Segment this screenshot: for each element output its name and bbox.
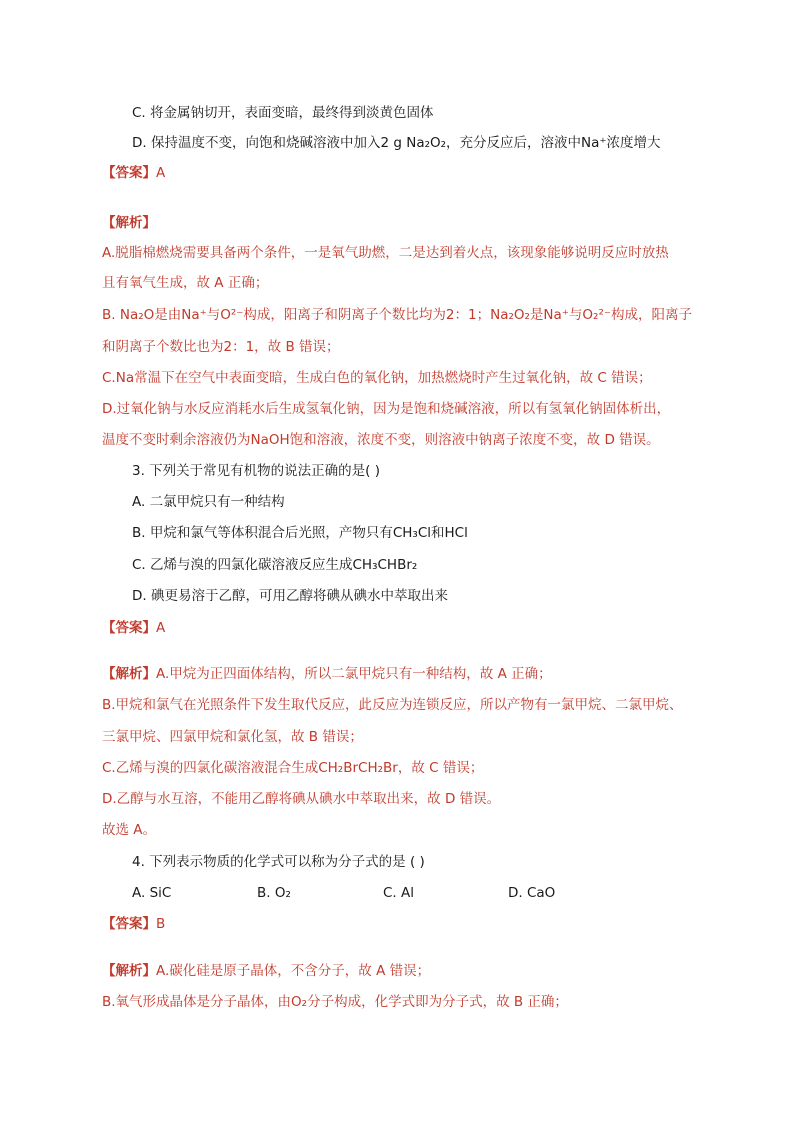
q2-analysis-line: B. Na₂O是由Na⁺与O²⁻构成，阳离子和阴离子个数比均为2：1；Na₂O₂是Na⁺与O₂²⁻构成，阳离子 [102, 307, 692, 323]
q3-option: C. 乙烯与溴的四氯化碳溶液反应生成CH₃CHBr₂ [132, 557, 418, 573]
answer-tag: 【答案】 [102, 916, 156, 932]
q4-option: D. CaO [508, 885, 556, 901]
q4-stem: 4. 下列表示物质的化学式可以称为分子式的是 ( ) [132, 854, 425, 870]
q4-answer-row [102, 914, 165, 934]
q3-option: B. 甲烷和氯气等体积混合后光照，产物只有CH₃Cl和HCl [132, 525, 468, 541]
answer-tag: 【答案】 [102, 620, 156, 636]
answer-value: B [156, 916, 166, 932]
q4-analysis-first [102, 961, 430, 981]
q2-analysis-line: A.脱脂棉燃烧需要具备两个条件，一是氧气助燃，二是达到着火点，该现象能够说明反应时放热 [102, 245, 669, 261]
q2-analysis-line: D.过氧化钠与水反应消耗水后生成氢氧化钠，因为是饱和烧碱溶液，所以有氢氧化钠固体析出， [102, 401, 671, 417]
q3-answer-row [102, 618, 165, 638]
q4-analysis-line: A.碳化硅是原子晶体，不含分子，故 A 错误； [156, 963, 431, 979]
q3-analysis-line: 故选 A。 [102, 822, 157, 838]
q3-analysis-first [102, 664, 552, 684]
q4-option: B. O₂ [257, 885, 291, 901]
q2-analysis-line: 且有氧气生成，故 A 正确； [102, 275, 269, 291]
q3-analysis-line: D.乙醇与水互溶，不能用乙醇将碘从碘水中萃取出来，故 D 错误。 [102, 791, 501, 807]
q3-stem: 3. 下列关于常见有机物的说法正确的是( ) [132, 463, 380, 479]
q4-options-row [132, 883, 692, 903]
q3-analysis-line: B.甲烷和氯气在光照条件下发生取代反应，此反应为连锁反应，所以产物有一氯甲烷、二氯甲烷、 [102, 697, 683, 713]
q2-option-d: D. 保持温度不变，向饱和烧碱溶液中加入2 g Na₂O₂，充分反应后，溶液中Na⁺浓度增大 [132, 135, 661, 151]
q3-analysis-line: C.乙烯与溴的四氯化碳溶液混合生成CH₂BrCH₂Br，故 C 错误； [102, 760, 484, 776]
q4-option: A. SiC [132, 885, 172, 901]
q4-analysis-line: B.氧气形成晶体是分子晶体，由O₂分子构成，化学式即为分子式，故 B 正确； [102, 994, 568, 1010]
q2-analysis-line: 和阴离子个数比也为2：1，故 B 错误； [102, 339, 340, 355]
q3-analysis-line: 三氯甲烷、四氯甲烷和氯化氢，故 B 错误； [102, 729, 363, 745]
q2-answer-row [102, 163, 165, 183]
answer-value: A [156, 620, 166, 636]
q2-analysis-tag: 【解析】 [102, 215, 156, 231]
q4-option: C. Al [383, 885, 414, 901]
q2-analysis-line: 温度不变时剩余溶液仍为NaOH饱和溶液，浓度不变，则溶液中钠离子浓度不变，故 D 错误。 [102, 432, 660, 448]
q2-analysis-line: C.Na常温下在空气中表面变暗，生成白色的氧化钠，加热燃烧时产生过氧化钠，故 C 错误； [102, 370, 652, 386]
q3-analysis-line: A.甲烷为正四面体结构，所以二氯甲烷只有一种结构，故 A 正确； [156, 666, 552, 682]
analysis-tag: 【解析】 [102, 963, 156, 979]
analysis-tag: 【解析】 [102, 666, 156, 682]
q2-option-c: C. 将金属钠切开，表面变暗，最终得到淡黄色固体 [132, 105, 434, 121]
q3-option: A. 二氯甲烷只有一种结构 [132, 494, 285, 510]
answer-value: A [156, 165, 166, 181]
q3-option: D. 碘更易溶于乙醇，可用乙醇将碘从碘水中萃取出来 [132, 588, 448, 604]
answer-tag: 【答案】 [102, 165, 156, 181]
